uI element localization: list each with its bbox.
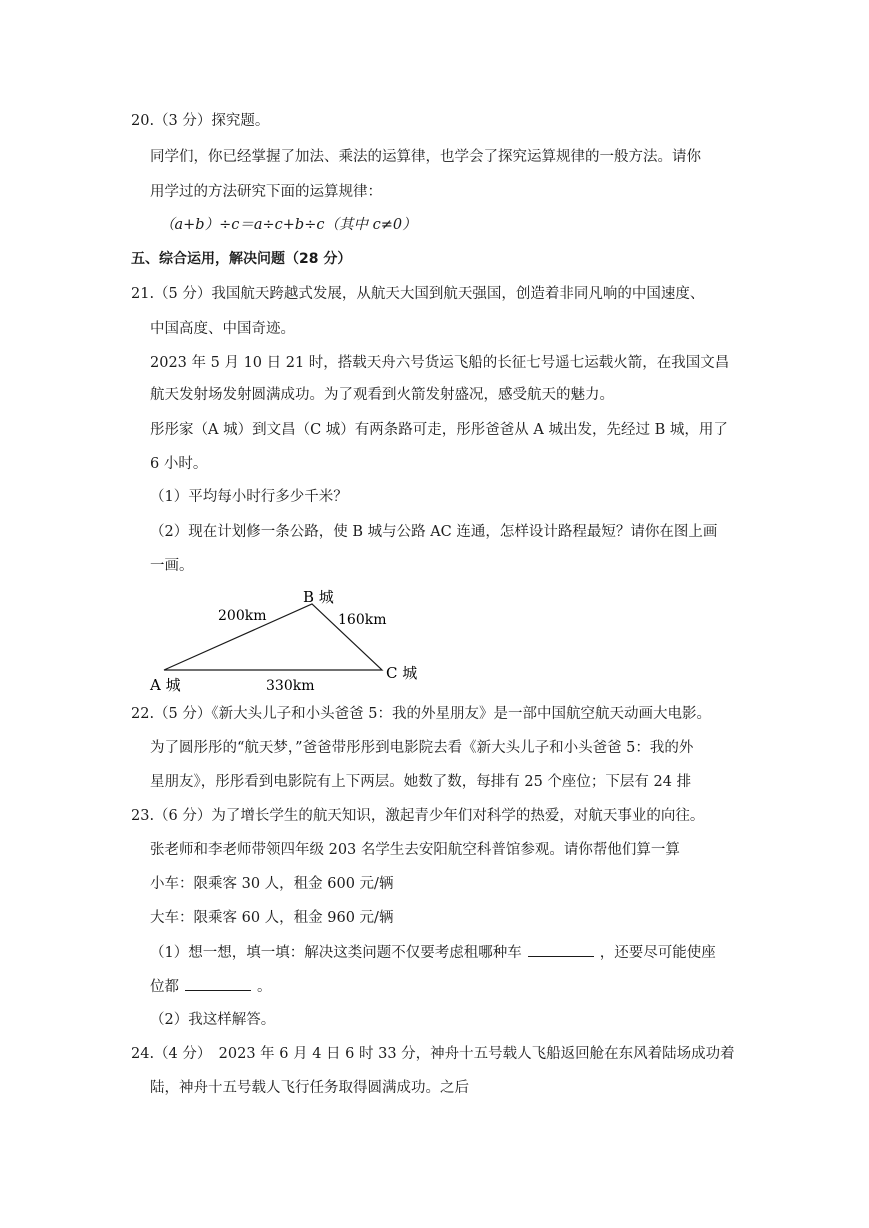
q22-line-1: 22.（5 分）《新大头儿子和小头爸爸 5：我的外星朋友》是一部中国航空航天动画大电影。 (131, 706, 711, 722)
q21-line-2: 中国高度、中国奇迹。 (150, 321, 295, 337)
q22-line-2: 为了圆彤彤的“航天梦，”爸爸带彤彤到电影院去看《新大头儿子和小头爸爸 5：我的外 (150, 740, 694, 756)
label-ab-distance: 200km (218, 608, 267, 624)
q23-sub-1-text-b: ，还要尽可能使座 (599, 945, 716, 961)
q23-line-2: 张老师和李老师带领四年级 203 名学生去安阳航空科普馆参观。请你帮他们算一算 (150, 842, 680, 858)
q23-sub-1 (150, 942, 716, 963)
q23-small-car: 小车：限乘客 30 人，租金 600 元/辆 (150, 876, 394, 892)
q20-paragraph-2: 用学过的方法研究下面的运算规律： (150, 184, 382, 200)
q22-line-3: 星朋友》，彤彤看到电影院有上下两层。她数了数，每排有 25 个座位；下层有 24 排 (150, 774, 692, 790)
label-c-city: C 城 (386, 664, 418, 682)
label-b-city: B 城 (303, 588, 334, 606)
q23-sub-1-text-c: 位都 (150, 979, 179, 995)
q24-line-1: 24.（4 分） 2023 年 6 月 4 日 6 时 33 分，神舟十五号载人飞船返回舱在东风着陆场成功着 (131, 1046, 735, 1062)
q21-line-4: 航天发射场发射圆满成功。为了观看到火箭发射盛况，感受航天的魅力。 (150, 387, 614, 403)
q21-sub-2a: （2）现在计划修一条公路，使 B 城与公路 AC 连通，怎样设计路程最短？请你在图上画 (150, 524, 718, 540)
label-ac-distance: 330km (266, 678, 315, 694)
q21-sub-1: （1）平均每小时行多少千米？ (150, 489, 348, 505)
q21-sub-2b: 一画。 (150, 558, 194, 574)
q20-title: 20.（3 分）探究题。 (131, 113, 270, 129)
q20-paragraph-1: 同学们，你已经掌握了加法、乘法的运算律，也学会了探究运算规律的一般方法。请你 (150, 149, 701, 165)
section-heading: 五、综合运用，解决问题（28 分） (131, 251, 352, 267)
triangle-figure (140, 580, 440, 698)
q20-formula: （a+b）÷c＝a÷c+b÷c（其中 c≠0） (160, 217, 417, 233)
label-bc-distance: 160km (338, 612, 387, 628)
q23-sub-1-text-a: （1）想一想，填一填：解决这类问题不仅要考虑租哪种车 (150, 945, 522, 961)
label-a-city: A 城 (150, 676, 181, 694)
q21-line-5: 彤彤家（A 城）到文昌（C 城）有两条路可走，彤彤爸爸从 A 城出发，先经过 B 城，用了 (150, 422, 728, 438)
q24-line-2: 陆，神舟十五号载人飞行任务取得圆满成功。之后 (150, 1080, 469, 1096)
q21-line-3: 2023 年 5 月 10 日 21 时，搭载天舟六号货运飞船的长征七号遥七运载火箭，在我国文昌 (150, 355, 730, 371)
answer-blank-1[interactable] (528, 942, 594, 957)
q23-line-1: 23.（6 分）为了增长学生的航天知识，激起青少年们对科学的热爱，对航天事业的向往。 (131, 808, 705, 824)
q23-sub-1-text-d: 。 (257, 979, 272, 995)
q21-line-1: 21.（5 分）我国航天跨越式发展，从航天大国到航天强国，创造着非同凡响的中国速度、 (131, 286, 705, 302)
answer-blank-2[interactable] (185, 976, 251, 991)
q21-line-6: 6 小时。 (150, 456, 208, 472)
q23-large-car: 大车：限乘客 60 人，租金 960 元/辆 (150, 910, 394, 926)
q23-sub-2: （2）我这样解答。 (150, 1012, 276, 1028)
q23-sub-1-cont (150, 976, 272, 997)
